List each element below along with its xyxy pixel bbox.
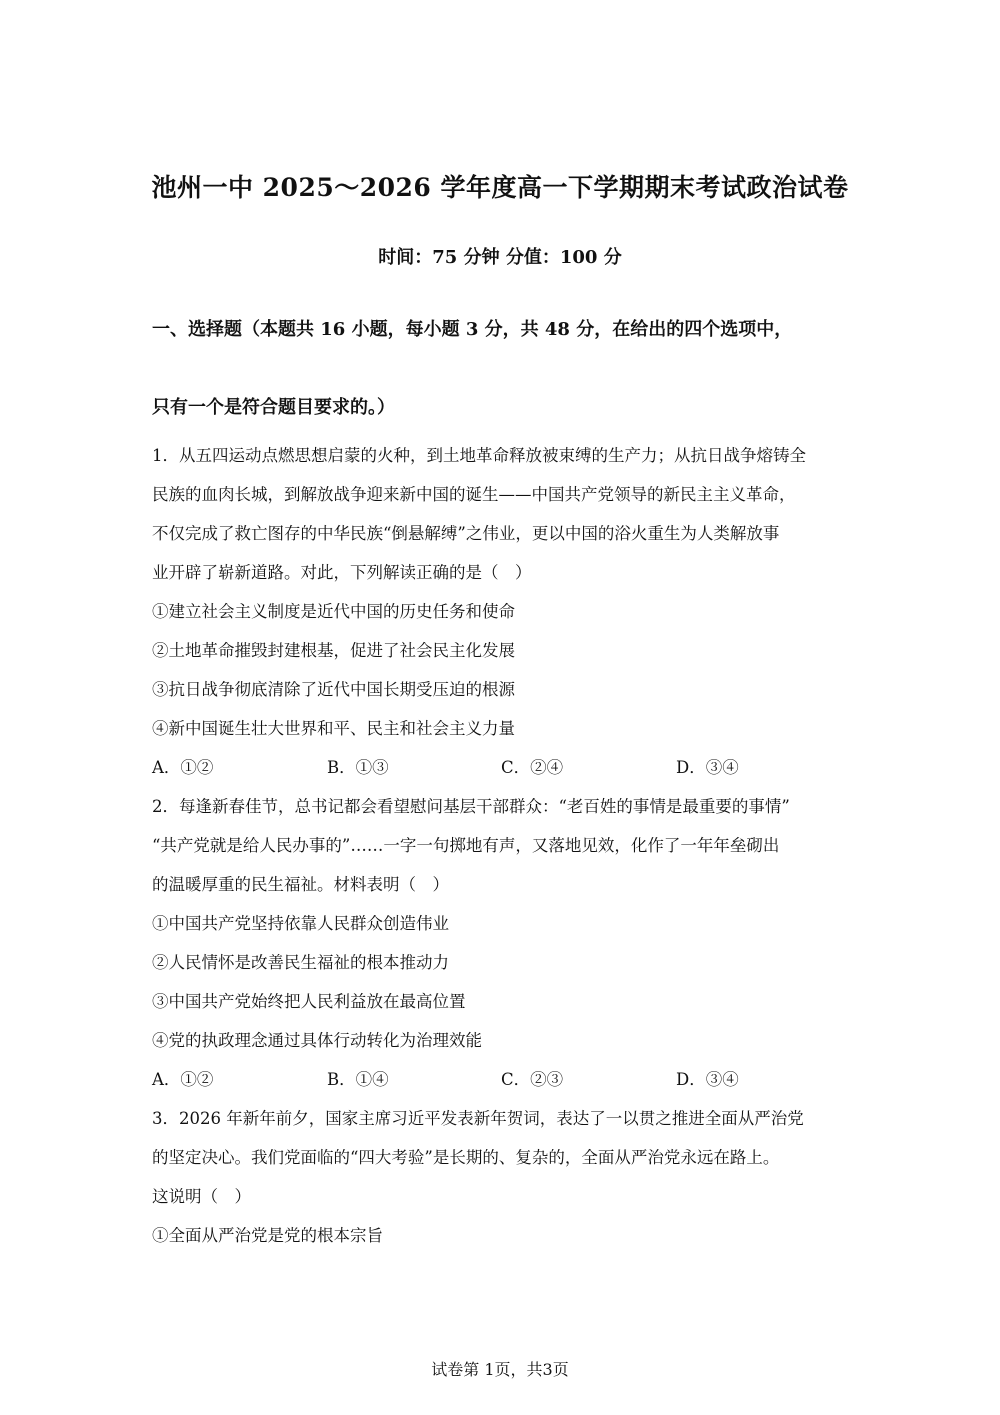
question-statement: ①中国共产党坚持依靠人民群众创造伟业 (152, 914, 449, 933)
answer-option-d: D．③④ (676, 1070, 739, 1089)
exam-title: 池州一中 2025～2026 学年度高一下学期期末考试政治试卷 (151, 173, 849, 202)
question-statement: ②土地革命摧毁封建根基，促进了社会民主化发展 (152, 641, 515, 660)
question-stem-line: 的坚定决心。我们党面临的“四大考验”是长期的、复杂的，全面从严治党永远在路上。 (152, 1148, 780, 1167)
exam-subtitle: 时间：75 分钟 分值：100 分 (378, 247, 622, 268)
page-footer: 试卷第 1页，共3页 (431, 1360, 569, 1379)
answer-option-b: B．①④ (327, 1070, 389, 1089)
answer-option-b: B．①③ (327, 758, 389, 777)
question-statement: ④新中国诞生壮大世界和平、民主和社会主义力量 (152, 719, 515, 738)
section-heading-line-1: 一、选择题（本题共 16 小题，每小题 3 分，共 48 分，在给出的四个选项中， (152, 319, 793, 340)
question-stem-line: 不仅完成了救亡图存的中华民族“倒悬解缚”之伟业，更以中国的浴火重生为人类解放事 (152, 524, 780, 543)
question-stem-line: “共产党就是给人民办事的”……一字一句掷地有声，又落地见效，化作了一年年垒砌出 (152, 836, 780, 855)
question-stem-line: 业开辟了崭新道路。对此，下列解读正确的是（ ） (152, 563, 532, 582)
answer-option-a: A．①② (152, 1070, 214, 1089)
question-statement: ④党的执政理念通过具体行动转化为治理效能 (152, 1031, 482, 1050)
answer-option-c: C．②④ (501, 758, 564, 777)
question-stem-line: 1．从五四运动点燃思想启蒙的火种，到土地革命释放被束缚的生产力；从抗日战争熔铸全 (152, 446, 806, 465)
answer-option-d: D．③④ (676, 758, 739, 777)
question-statement: ②人民情怀是改善民生福祉的根本推动力 (152, 953, 449, 972)
answer-option-a: A．①② (152, 758, 214, 777)
question-stem-line: 3．2026 年新年前夕，国家主席习近平发表新年贺词，表达了一以贯之推进全面从严治党 (152, 1109, 804, 1128)
question-statement: ①建立社会主义制度是近代中国的历史任务和使命 (152, 602, 515, 621)
question-statement: ③中国共产党始终把人民利益放在最高位置 (152, 992, 466, 1011)
question-stem-line: 的温暖厚重的民生福祉。材料表明（ ） (152, 875, 449, 894)
section-heading-line-2: 只有一个是符合题目要求的。） (152, 397, 395, 418)
question-statement: ①全面从严治党是党的根本宗旨 (152, 1226, 383, 1245)
answer-option-c: C．②③ (501, 1070, 564, 1089)
question-statement: ③抗日战争彻底清除了近代中国长期受压迫的根源 (152, 680, 515, 699)
question-stem-line: 民族的血肉长城，到解放战争迎来新中国的诞生——中国共产党领导的新民主主义革命， (152, 485, 796, 504)
question-stem-line: 这说明（ ） (152, 1187, 251, 1206)
question-stem-line: 2．每逢新春佳节，总书记都会看望慰问基层干部群众：“老百姓的事情是最重要的事情” (152, 797, 790, 816)
